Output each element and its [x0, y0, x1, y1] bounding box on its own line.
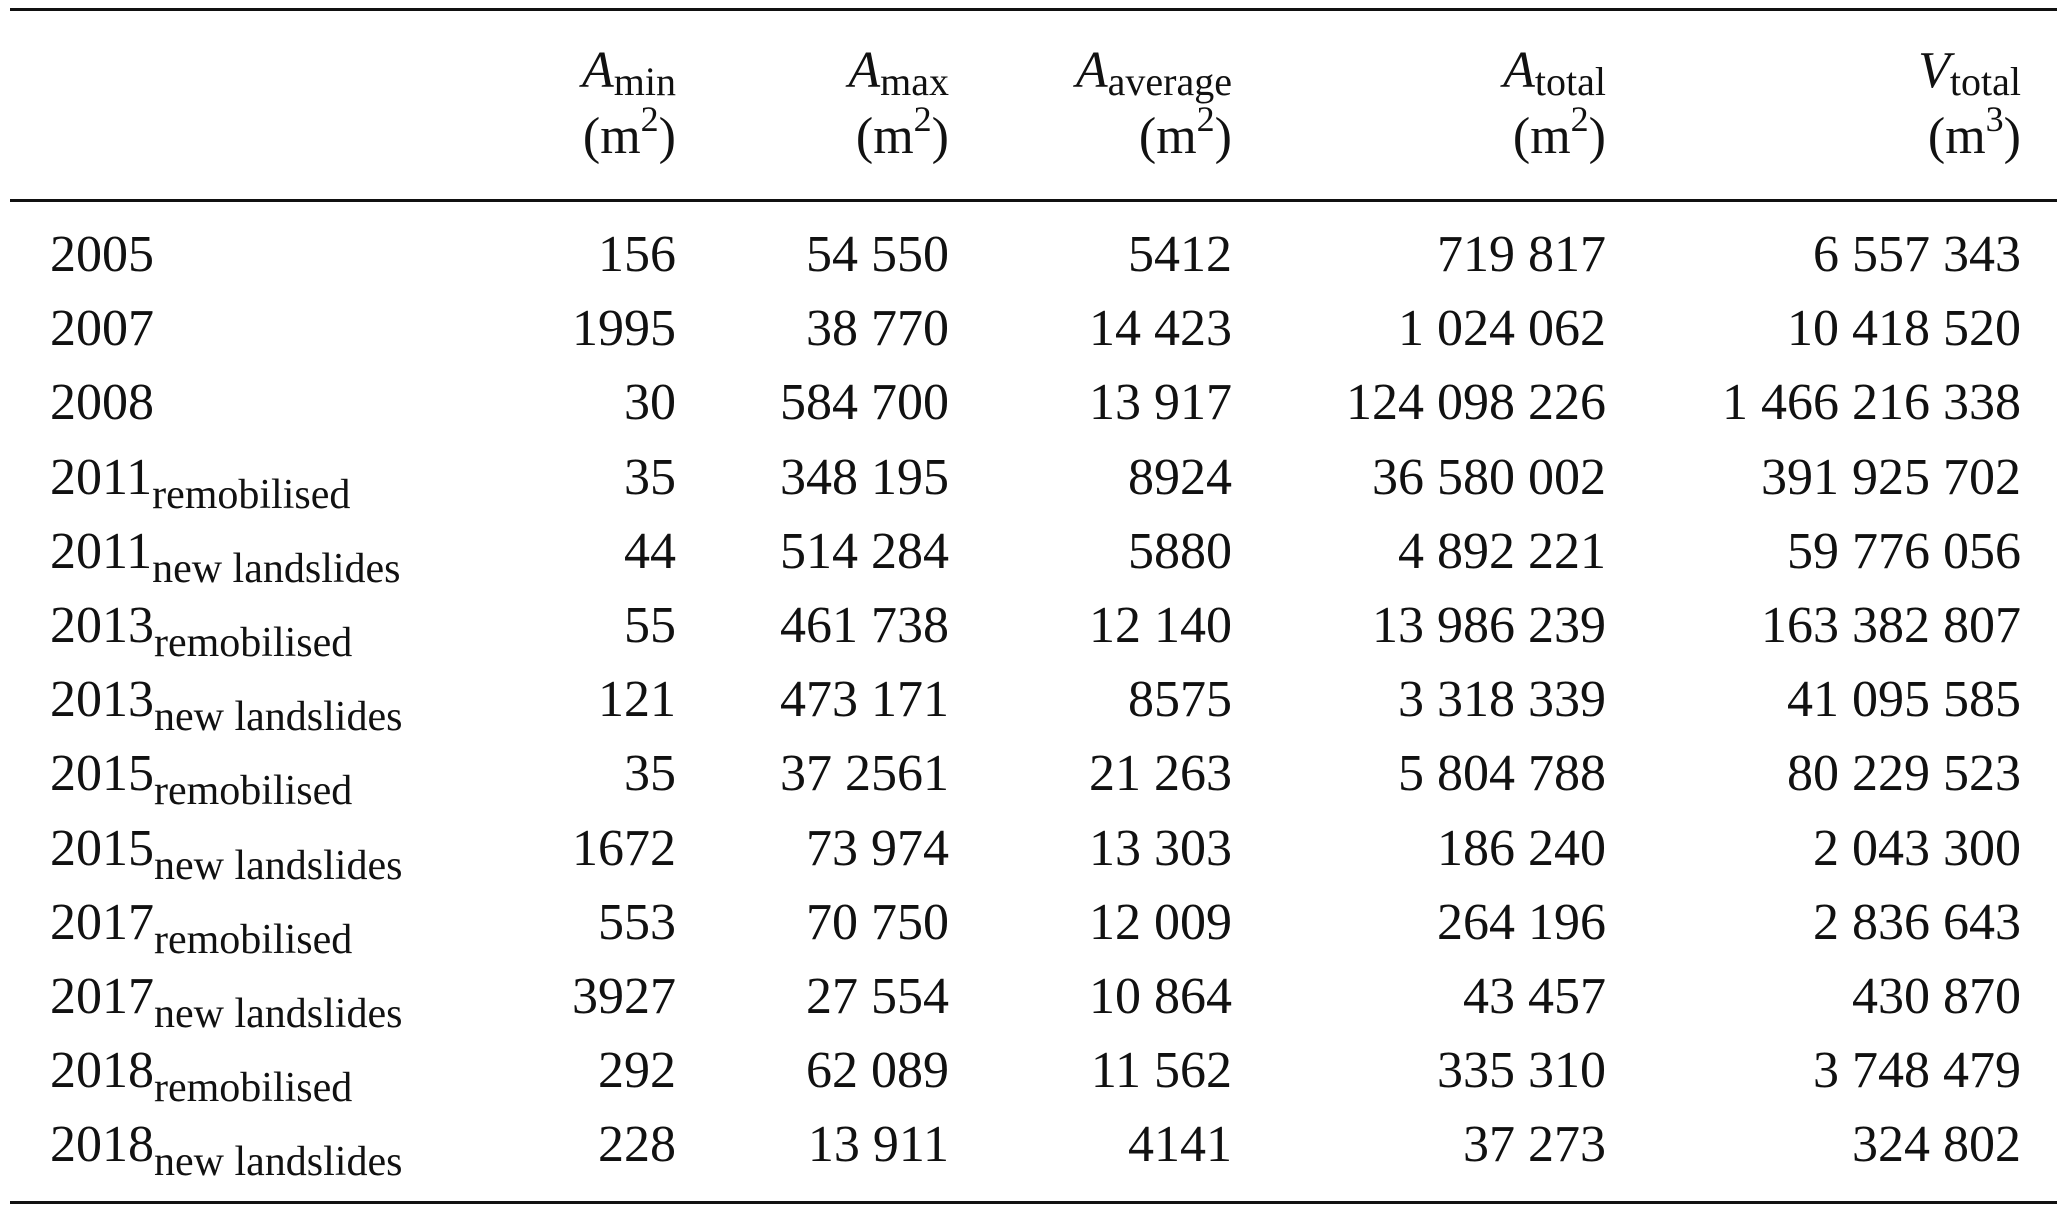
row-subscript: remobilised — [154, 768, 353, 815]
table-cell: 553 — [598, 893, 676, 951]
row-year: 2008 — [50, 374, 154, 432]
table-cell: 11 562 — [1090, 1042, 1232, 1100]
table-cell: 37 273 — [1463, 1116, 1606, 1174]
table-row — [0, 812, 2067, 889]
table-cell: 12 140 — [1089, 597, 1232, 654]
table-cell: 3 748 479 — [1813, 1042, 2021, 1100]
table-cell: 3927 — [572, 968, 676, 1025]
table-row — [0, 441, 2067, 518]
row-year: 2007 — [50, 300, 154, 358]
row-subscript: new landslides — [154, 991, 403, 1037]
row-label — [50, 737, 353, 815]
row-label — [50, 886, 353, 963]
table-cell: 348 195 — [780, 448, 949, 506]
table-row — [0, 218, 2067, 292]
table-row — [0, 886, 2067, 963]
table-cell: 35 — [624, 745, 676, 803]
column-symbol: A — [582, 42, 614, 99]
table-row — [0, 960, 2067, 1037]
table-cell: 35 — [624, 448, 676, 506]
table-cell: 38 770 — [806, 300, 949, 358]
column-header — [1503, 38, 1606, 170]
row-subscript: remobilised — [154, 620, 353, 666]
table-cell: 514 284 — [780, 522, 949, 580]
table-cell: 156 — [598, 226, 676, 283]
unit-base: (m — [1138, 108, 1197, 165]
column-unit — [1076, 99, 1232, 170]
unit-base: (m — [1927, 108, 1986, 165]
column-title — [1918, 38, 2021, 104]
column-title — [1503, 38, 1606, 104]
unit-base: (m — [1512, 108, 1571, 165]
column-unit — [582, 99, 676, 170]
row-label — [50, 218, 154, 292]
table-cell: 186 240 — [1437, 819, 1606, 877]
table-cell: 391 925 702 — [1761, 448, 2021, 506]
row-year: 2017 — [50, 893, 154, 951]
top-rule — [10, 8, 2057, 11]
table-cell: 10 418 520 — [1787, 300, 2021, 358]
table-cell: 3 318 339 — [1398, 671, 1606, 729]
table-cell: 43 457 — [1463, 968, 1606, 1025]
unit-base: (m — [855, 108, 914, 165]
unit-close: ) — [1214, 108, 1232, 165]
row-year: 2013 — [50, 671, 154, 729]
column-unit — [848, 99, 949, 170]
table-cell: 80 229 523 — [1787, 745, 2021, 803]
table-cell: 10 864 — [1089, 968, 1232, 1025]
table-cell: 14 423 — [1089, 300, 1232, 358]
table-row — [0, 1108, 2067, 1186]
row-label — [50, 1108, 403, 1186]
table-cell: 59 776 056 — [1787, 522, 2021, 580]
table-cell: 37 2561 — [780, 745, 949, 803]
column-header — [1918, 38, 2021, 170]
table-cell: 5880 — [1128, 522, 1232, 580]
row-label — [50, 515, 401, 592]
column-unit — [1503, 99, 1606, 170]
column-subscript: total — [1534, 59, 1606, 104]
table-cell: 584 700 — [780, 374, 949, 432]
table-cell: 44 — [624, 522, 676, 580]
unit-close: ) — [658, 108, 676, 165]
row-year: 2005 — [50, 226, 154, 283]
bottom-rule — [10, 1201, 2057, 1204]
table-cell: 54 550 — [806, 226, 949, 283]
table-cell: 5 804 788 — [1398, 745, 1606, 803]
row-year: 2018 — [50, 1116, 154, 1174]
table-row — [0, 737, 2067, 815]
row-subscript: new landslides — [154, 694, 403, 741]
row-year: 2015 — [50, 745, 154, 803]
unit-close: ) — [931, 108, 949, 165]
table-cell: 13 917 — [1089, 374, 1232, 432]
unit-exponent: 3 — [1985, 99, 2004, 139]
table-cell: 324 802 — [1852, 1116, 2021, 1174]
table-cell: 719 817 — [1437, 226, 1606, 283]
table-cell: 8924 — [1128, 448, 1232, 506]
table-cell: 70 750 — [806, 893, 949, 951]
row-subscript: new landslides — [154, 842, 403, 889]
unit-exponent: 2 — [640, 99, 659, 139]
table-cell: 2 043 300 — [1813, 819, 2021, 877]
row-year: 2017 — [50, 968, 154, 1025]
header-rule — [10, 199, 2057, 202]
table-row — [0, 515, 2067, 592]
table-cell: 430 870 — [1852, 968, 2021, 1025]
table-row — [0, 366, 2067, 440]
table-cell: 2 836 643 — [1813, 893, 2021, 951]
column-header — [582, 38, 676, 170]
table-cell: 13 986 239 — [1372, 597, 1606, 654]
unit-exponent: 2 — [1570, 99, 1589, 139]
row-year: 2015 — [50, 819, 154, 877]
row-label — [50, 589, 353, 666]
table-cell: 1 024 062 — [1398, 300, 1606, 358]
row-label — [50, 292, 154, 366]
table-cell: 1672 — [572, 819, 676, 877]
unit-base: (m — [582, 108, 641, 165]
column-unit — [1918, 99, 2021, 170]
column-symbol: A — [848, 42, 881, 99]
column-symbol: V — [1918, 42, 1950, 99]
table-cell: 13 303 — [1089, 819, 1232, 877]
table-cell: 4141 — [1128, 1116, 1232, 1174]
column-header — [848, 38, 949, 170]
table-cell: 228 — [598, 1116, 676, 1174]
table-cell: 121 — [598, 671, 676, 729]
table-cell: 21 263 — [1089, 745, 1232, 803]
table-cell: 6 557 343 — [1813, 226, 2021, 283]
row-label — [50, 441, 351, 518]
table-cell: 124 098 226 — [1346, 374, 1606, 432]
table-cell: 73 974 — [806, 819, 949, 877]
table-row — [0, 292, 2067, 366]
table-cell: 55 — [624, 597, 676, 654]
table-row — [0, 663, 2067, 741]
row-subscript: remobilised — [152, 471, 351, 518]
table-cell: 30 — [624, 374, 676, 432]
column-subscript: min — [613, 59, 676, 104]
table-cell: 36 580 002 — [1372, 448, 1606, 506]
table-cell: 473 171 — [780, 671, 949, 729]
column-subscript: total — [1949, 59, 2021, 104]
table-cell: 461 738 — [780, 597, 949, 654]
row-label — [50, 812, 403, 889]
column-title — [582, 38, 676, 104]
table-cell: 12 009 — [1089, 893, 1232, 951]
row-label — [50, 1034, 353, 1112]
row-year: 2011 — [50, 522, 153, 580]
column-subscript: average — [1107, 59, 1232, 104]
table-cell: 1 466 216 338 — [1722, 374, 2021, 432]
row-subscript: remobilised — [154, 916, 353, 963]
column-symbol: A — [1503, 42, 1535, 99]
table-cell: 13 911 — [807, 1116, 949, 1174]
row-subscript: new landslides — [154, 1139, 403, 1186]
unit-close: ) — [1588, 108, 1606, 165]
row-label — [50, 366, 154, 440]
column-title — [848, 38, 949, 104]
unit-exponent: 2 — [1196, 99, 1215, 139]
unit-exponent: 2 — [913, 99, 932, 139]
table-cell: 41 095 585 — [1787, 671, 2021, 729]
row-year: 2011 — [50, 448, 153, 506]
table-cell: 163 382 807 — [1761, 597, 2021, 654]
row-year: 2013 — [50, 597, 154, 654]
row-label — [50, 960, 403, 1037]
table-row — [0, 1034, 2067, 1112]
row-subscript: new landslides — [152, 545, 401, 592]
table-cell: 4 892 221 — [1398, 522, 1606, 580]
table-row — [0, 589, 2067, 666]
table-cell: 264 196 — [1437, 893, 1606, 951]
table-cell: 27 554 — [806, 968, 949, 1025]
table-cell: 8575 — [1128, 671, 1232, 729]
unit-close: ) — [2003, 108, 2021, 165]
table-cell: 335 310 — [1437, 1042, 1606, 1100]
column-header — [1076, 38, 1232, 170]
row-year: 2018 — [50, 1042, 154, 1100]
table-cell: 292 — [598, 1042, 676, 1100]
column-symbol: A — [1075, 42, 1108, 99]
column-subscript: max — [880, 59, 949, 104]
table-cell: 62 089 — [806, 1042, 949, 1100]
table-cell: 5412 — [1128, 226, 1232, 283]
row-label — [50, 663, 403, 741]
row-subscript: remobilised — [154, 1065, 353, 1112]
table-cell: 1995 — [572, 300, 676, 358]
column-title — [1076, 38, 1232, 104]
